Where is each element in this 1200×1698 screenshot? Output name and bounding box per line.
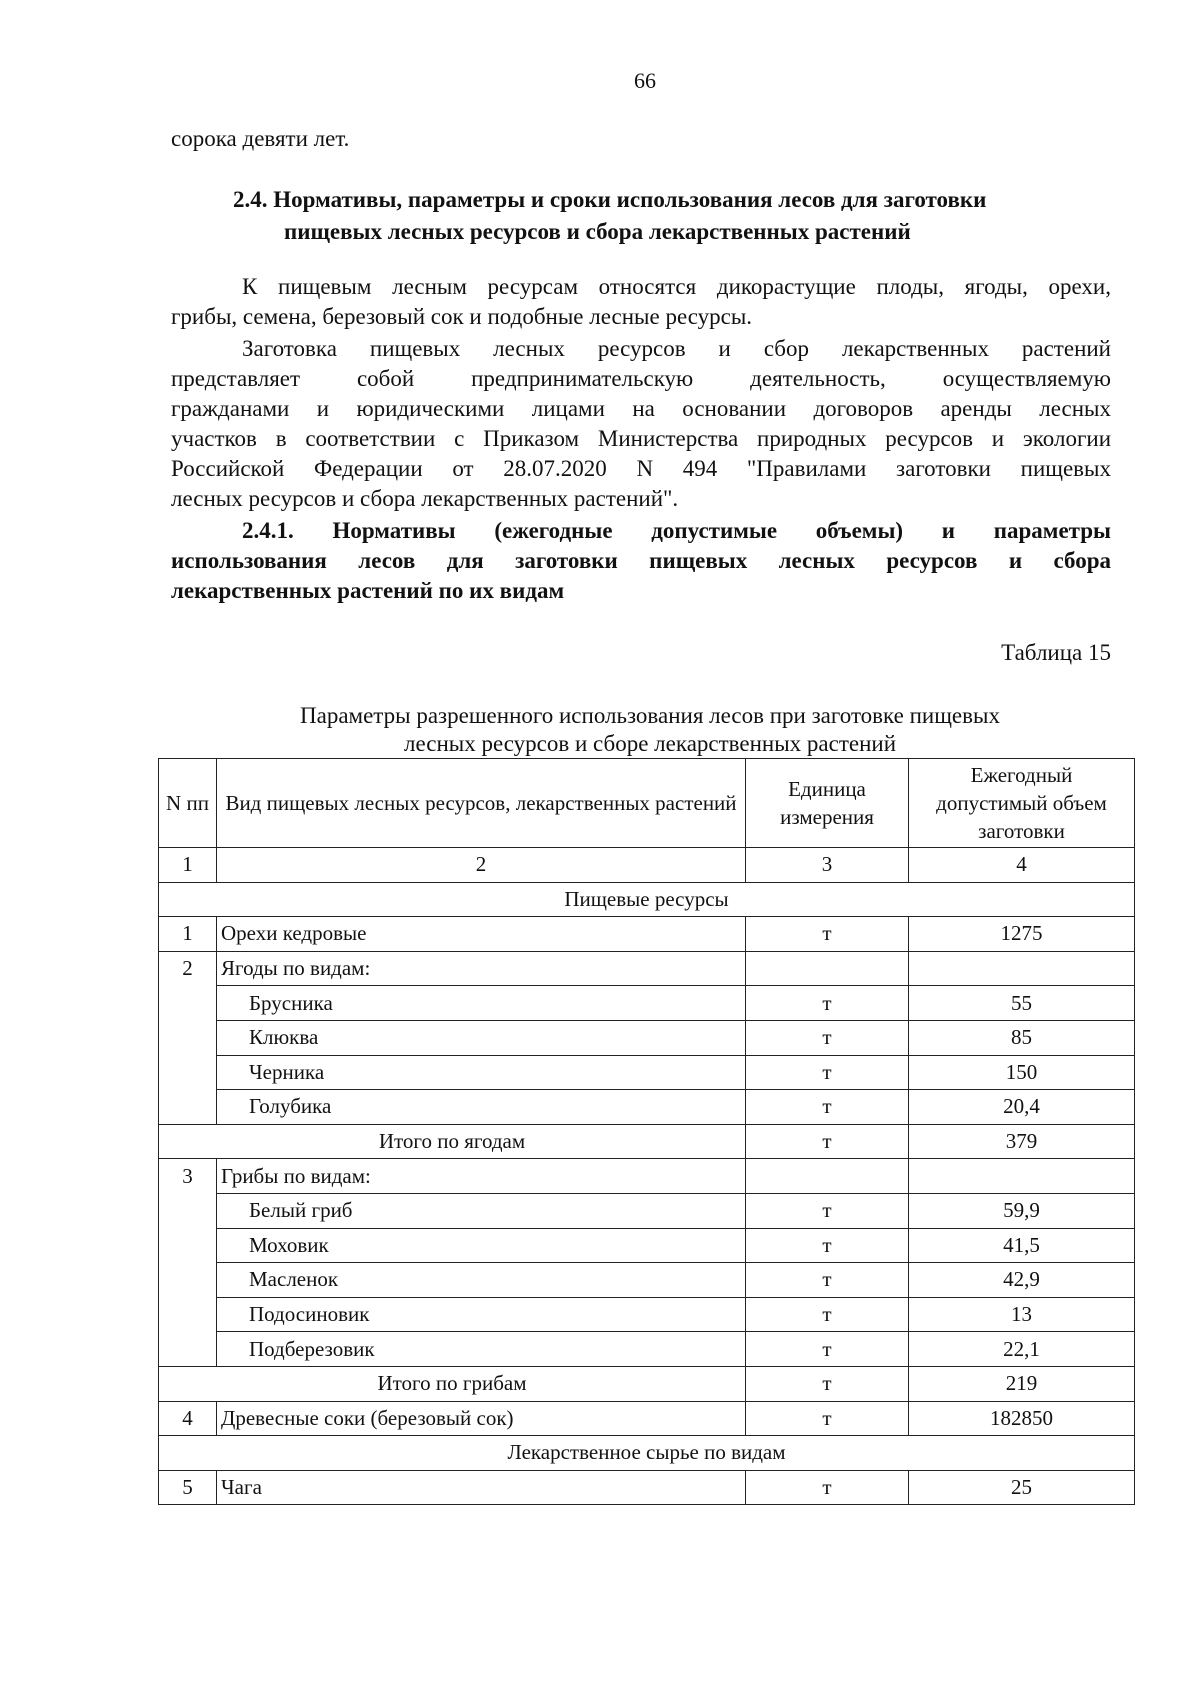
section-medicinal-label: Лекарственное сырье по видам [159,1436,1135,1471]
col-number: 4 [909,848,1135,883]
row-n [159,1055,217,1090]
row-value: 20,4 [909,1090,1135,1125]
row-value: 55 [909,986,1135,1021]
total-label: Итого по ягодам [159,1124,746,1159]
para2-line4: участков в соответствии с Приказом Министерства природных ресурсов и экологии [171,426,1111,451]
table-caption-line2: лесных ресурсов и сборе лекарственных растений [403,731,897,756]
row-unit: т [746,1366,909,1401]
table-label: Таблица 15 [1001,640,1111,665]
row-unit [746,951,909,986]
row-value [909,951,1135,986]
paragraph-2 [171,334,1111,514]
para2-line2: представляет собой предпринимательскую деятельность, осуществляемую [171,366,1111,391]
row-value: 13 [909,1297,1135,1332]
section-row-food [159,882,1135,917]
row-unit: т [746,917,909,952]
row-unit: т [746,1332,909,1367]
column-numbers-row [159,848,1135,883]
header-volume: Ежегодный допустимый объем заготовки [909,759,1135,848]
row-value: 59,9 [909,1193,1135,1228]
row-n [159,1228,217,1263]
table-row [159,1297,1135,1332]
subsection-line1: 2.4.1. Нормативы (ежегодные допустимые объемы) и параметры [242,518,1111,543]
table-row [159,951,1135,986]
row-unit: т [746,1470,909,1505]
row-unit: т [746,1193,909,1228]
paragraph-1 [171,272,1111,332]
para2-line3: гражданами и юридическими лицами на основании договоров аренды лесных [171,396,1111,421]
header-unit: Единица измерения [746,759,909,848]
row-unit [746,1159,909,1194]
table-row [159,1055,1135,1090]
section-title [171,184,1135,248]
table-row [159,1470,1135,1505]
para2-line1: Заготовка пищевых лесных ресурсов и сбор лекарственных растений [242,336,1111,361]
row-name: Черника [217,1055,746,1090]
row-n: 4 [159,1401,217,1436]
row-value: 85 [909,1020,1135,1055]
subsection-title [171,516,1111,606]
row-unit: т [746,986,909,1021]
header-kind: Вид пищевых лесных ресурсов, лекарственных растений [217,759,746,848]
para1-line2: грибы, семена, березовый сок и подобные лесные ресурсы. [171,304,753,329]
row-value: 22,1 [909,1332,1135,1367]
row-n: 5 [159,1470,217,1505]
row-name: Клюква [217,1020,746,1055]
table-row [159,1228,1135,1263]
row-value: 182850 [909,1401,1135,1436]
subsection-line3: лекарственных растений по их видам [171,578,565,603]
table-row [159,1020,1135,1055]
page-number: 66 [634,68,656,93]
row-unit: т [746,1263,909,1298]
row-name: Белый гриб [217,1193,746,1228]
row-value: 150 [909,1055,1135,1090]
row-name: Чага [217,1470,746,1505]
row-n [159,1090,217,1125]
header-n: N пп [159,759,217,848]
row-name: Подосиновик [217,1297,746,1332]
resources-table [158,758,1135,1505]
row-value: 379 [909,1124,1135,1159]
total-row [159,1124,1135,1159]
row-n [159,1020,217,1055]
row-unit: т [746,1124,909,1159]
table-caption [158,702,1134,758]
row-n [159,1193,217,1228]
table-row [159,1263,1135,1298]
row-name: Ягоды по видам: [217,951,746,986]
total-row [159,1366,1135,1401]
row-name: Масленок [217,1263,746,1298]
row-name: Подберезовик [217,1332,746,1367]
table-row [159,1159,1135,1194]
row-value [909,1159,1135,1194]
para1-line1: К пищевым лесным ресурсам относятся дикорастущие плоды, ягоды, орехи, [242,274,1111,299]
row-unit: т [746,1090,909,1125]
row-name: Грибы по видам: [217,1159,746,1194]
row-n: 2 [159,951,217,986]
row-name: Брусника [217,986,746,1021]
row-value: 1275 [909,917,1135,952]
para2-line5: Российской Федерации от 28.07.2020 N 494 "Правилами заготовки пищевых [171,456,1111,481]
row-value: 42,9 [909,1263,1135,1298]
row-value: 41,5 [909,1228,1135,1263]
section-title-line2: пищевых лесных ресурсов и сбора лекарственных растений [284,219,911,244]
table-caption-line1: Параметры разрешенного использования лесов при заготовке пищевых [300,703,1000,728]
table-header-row [159,759,1135,848]
para2-line6: лесных ресурсов и сбора лекарственных растений". [171,486,679,511]
subsection-line2: использования лесов для заготовки пищевых лесных ресурсов и сбора [171,548,1111,573]
row-name: Голубика [217,1090,746,1125]
total-label: Итого по грибам [159,1366,746,1401]
col-number: 3 [746,848,909,883]
table-row [159,1332,1135,1367]
table-row [159,1193,1135,1228]
col-number: 2 [217,848,746,883]
row-unit: т [746,1401,909,1436]
table-row [159,986,1135,1021]
table-row [159,1090,1135,1125]
row-n [159,1297,217,1332]
col-number: 1 [159,848,217,883]
table-row [159,917,1135,952]
row-name: Моховик [217,1228,746,1263]
intro-tail: сорока девяти лет. [171,126,350,151]
row-unit: т [746,1297,909,1332]
section-food-label: Пищевые ресурсы [159,882,1135,917]
table-row [159,1401,1135,1436]
row-unit: т [746,1055,909,1090]
row-n [159,1332,217,1367]
section-title-line1: 2.4. Нормативы, параметры и сроки использования лесов для заготовки [233,187,987,212]
row-unit: т [746,1020,909,1055]
row-name: Древесные соки (березовый сок) [217,1401,746,1436]
row-value: 25 [909,1470,1135,1505]
row-n: 3 [159,1159,217,1194]
row-name: Орехи кедровые [217,917,746,952]
row-unit: т [746,1228,909,1263]
row-n [159,1263,217,1298]
row-n [159,986,217,1021]
section-row-medicinal [159,1436,1135,1471]
row-value: 219 [909,1366,1135,1401]
row-n: 1 [159,917,217,952]
